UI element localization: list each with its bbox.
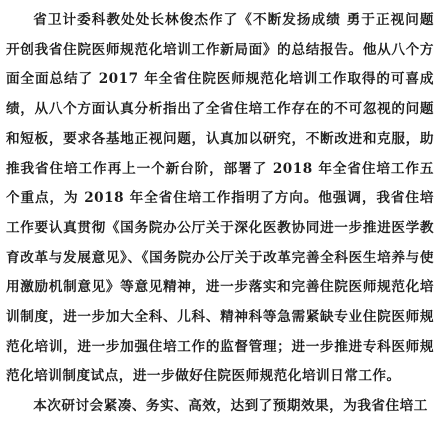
paragraph-conference-conclusion: 本次研讨会紧凑、务实、高效，达到了预期效果，为我省住培工	[33, 398, 428, 415]
paragraph-summary-report: 省卫计委科教处处长林俊杰作了《不断发扬成绩 勇于正视问题 开创我省住院医师规范化培训工作新局面》的总结报告。他从八个方面全面总结了 2017 年全省住院医师规范化培训工作取得的可喜成绩，从八个方面认真分析指出了全省住培工作存在的不可忽视的问题和短板，要求各基地正视问题，认真加以研究，不断改进和克服，助推我省住培工作再上一个新台阶，部署了 2018 年全省住培工作五个重点，为 2018 年全省住培工作指明了方向。他强调，我省住培工作要认真贯彻《国务院办公厅关于深化医教协同进一步推进医学教育改革与发展意见》、《国务院办公厅关于改革完善全科医生培养与使用激励机制意见》等意见精神，进一步落实和完善住院医师规范化培训制度，进一步加大全科、儿科、精神科等急需紧缺专业住院医师规范化培训，进一步加强住培工作的监督管理；进一步推进专科医师规范化培训制度试点，进一步做好住院医师规范化培训日常工作。	[6, 12, 434, 385]
